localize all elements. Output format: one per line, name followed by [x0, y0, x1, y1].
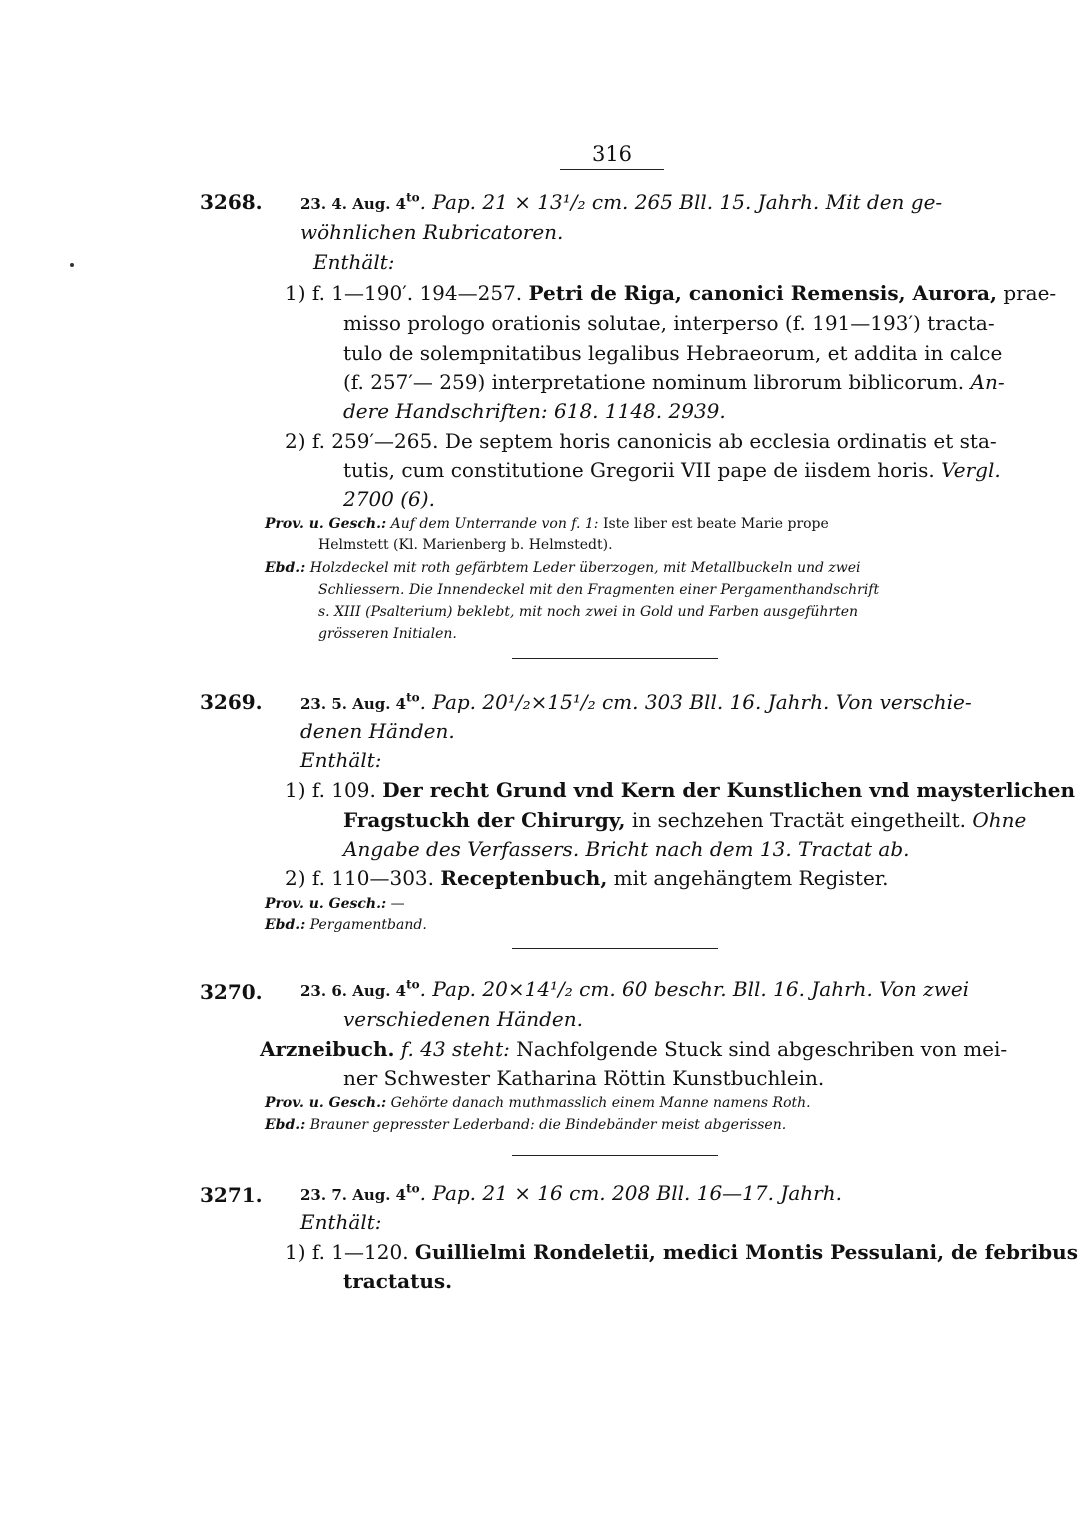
content-item-1: 1) f. 1—120. Guillielmi Rondeletii, medici Montis Pessulani, de febribus — [285, 1240, 1078, 1264]
provenance: Prov. u. Gesch.: Auf dem Unterrande von f. 1: Iste liber est beate Marie prope — [265, 516, 829, 532]
entry-description-cont: verschiedenen Händen. — [343, 1007, 583, 1031]
content-item-1-cont: misso prologo orationis solutae, interperso (f. 191—193′) tracta- — [343, 311, 995, 335]
separator-rule — [512, 1155, 718, 1156]
entry-number: 3270. — [200, 980, 263, 1004]
enthaelt-label: Enthält: — [300, 748, 382, 772]
content-item-1-cont: (f. 257′— 259) interpretatione nominum librorum biblicorum. An- — [343, 370, 1005, 394]
content-item-1-cont: dere Handschriften: 618. 1148. 2939. — [343, 399, 726, 423]
entry-description: 23. 5. Aug. $4^{to}$. Pap. 20¹/₂×15¹/₂ cm. 303 Bll. 16. Jahrh. Von verschie- — [300, 690, 972, 714]
entry-title-cont: ner Schwester Katharina Röttin Kunstbuchlein. — [343, 1066, 825, 1090]
binding-cont: grösseren Initialen. — [318, 626, 457, 642]
binding-cont: s. XIII (Psalterium) beklebt, mit noch zwei in Gold und Farben ausgeführten — [318, 604, 859, 620]
separator-rule — [512, 658, 718, 659]
binding: Ebd.: Pergamentband. — [265, 917, 427, 933]
entry-title: Arzneibuch. f. 43 steht: Nachfolgende Stuck sind abgeschriben von mei- — [260, 1037, 1008, 1061]
entry-description-cont: wöhnlichen Rubricatoren. — [300, 220, 564, 244]
entry-number: 3269. — [200, 690, 263, 714]
content-item-1-cont: tulo de solempnitatibus legalibus Hebraeorum, et addita in calce — [343, 341, 1003, 365]
content-item-1: 1) f. 1—190′. 194—257. Petri de Riga, canonici Remensis, Aurora, prae- — [285, 281, 1057, 305]
binding: Ebd.: Brauner gepresster Lederband: die Bindebänder meist abgerissen. — [265, 1117, 787, 1133]
binding-cont: Schliessern. Die Innendeckel mit den Fragmenten einer Pergamenthandschrift — [318, 582, 880, 598]
separator-rule — [512, 948, 718, 949]
binding: Ebd.: Holzdeckel mit roth gefärbtem Leder überzogen, mit Metallbuckeln und zwei — [265, 560, 861, 576]
content-item-1-cont: tractatus. — [343, 1269, 453, 1293]
margin-dot — [70, 263, 74, 267]
content-item-1-cont: Fragstuckh der Chirurgy, in sechzehen Tractät eingetheilt. Ohne — [343, 808, 1027, 832]
content-item-2-cont: 2700 (6). — [343, 487, 435, 511]
page-number: 316 — [560, 142, 664, 170]
content-item-2: 2) f. 110—303. Receptenbuch, mit angehängtem Register. — [285, 866, 889, 890]
provenance-cont: Helmstett (Kl. Marienberg b. Helmstedt). — [318, 537, 613, 553]
entry-description: 23. 7. Aug. $4^{to}$. Pap. 21 × 16 cm. 208 Bll. 16—17. Jahrh. — [300, 1181, 842, 1205]
provenance: Prov. u. Gesch.: Gehörte danach muthmasslich einem Manne namens Roth. — [265, 1095, 811, 1111]
enthaelt-label: Enthält: — [300, 1210, 382, 1234]
entry-description: 23. 6. Aug. $4^{to}$. Pap. 20×14¹/₂ cm. 60 beschr. Bll. 16. Jahrh. Von zwei — [300, 977, 970, 1001]
content-item-2-cont: tutis, cum constitutione Gregorii VII pape de iisdem horis. Vergl. — [343, 458, 1001, 482]
entry-description-cont: denen Händen. — [300, 719, 455, 743]
content-item-1-cont: Angabe des Verfassers. Bricht nach dem 13. Tractat ab. — [343, 837, 910, 861]
entry-number: 3271. — [200, 1183, 263, 1207]
entry-description: 23. 4. Aug. $4^{to}$. Pap. 21 × 13¹/₂ cm. 265 Bll. 15. Jahrh. Mit den ge- — [300, 190, 943, 214]
enthaelt-label: Enthält: — [313, 250, 395, 274]
content-item-1: 1) f. 109. Der recht Grund vnd Kern der Kunstlichen vnd maysterlichen — [285, 778, 1076, 802]
entry-number: 3268. — [200, 190, 263, 214]
provenance: Prov. u. Gesch.: — — [265, 896, 405, 912]
content-item-2: 2) f. 259′—265. De septem horis canonicis ab ecclesia ordinatis et sta- — [285, 429, 997, 453]
